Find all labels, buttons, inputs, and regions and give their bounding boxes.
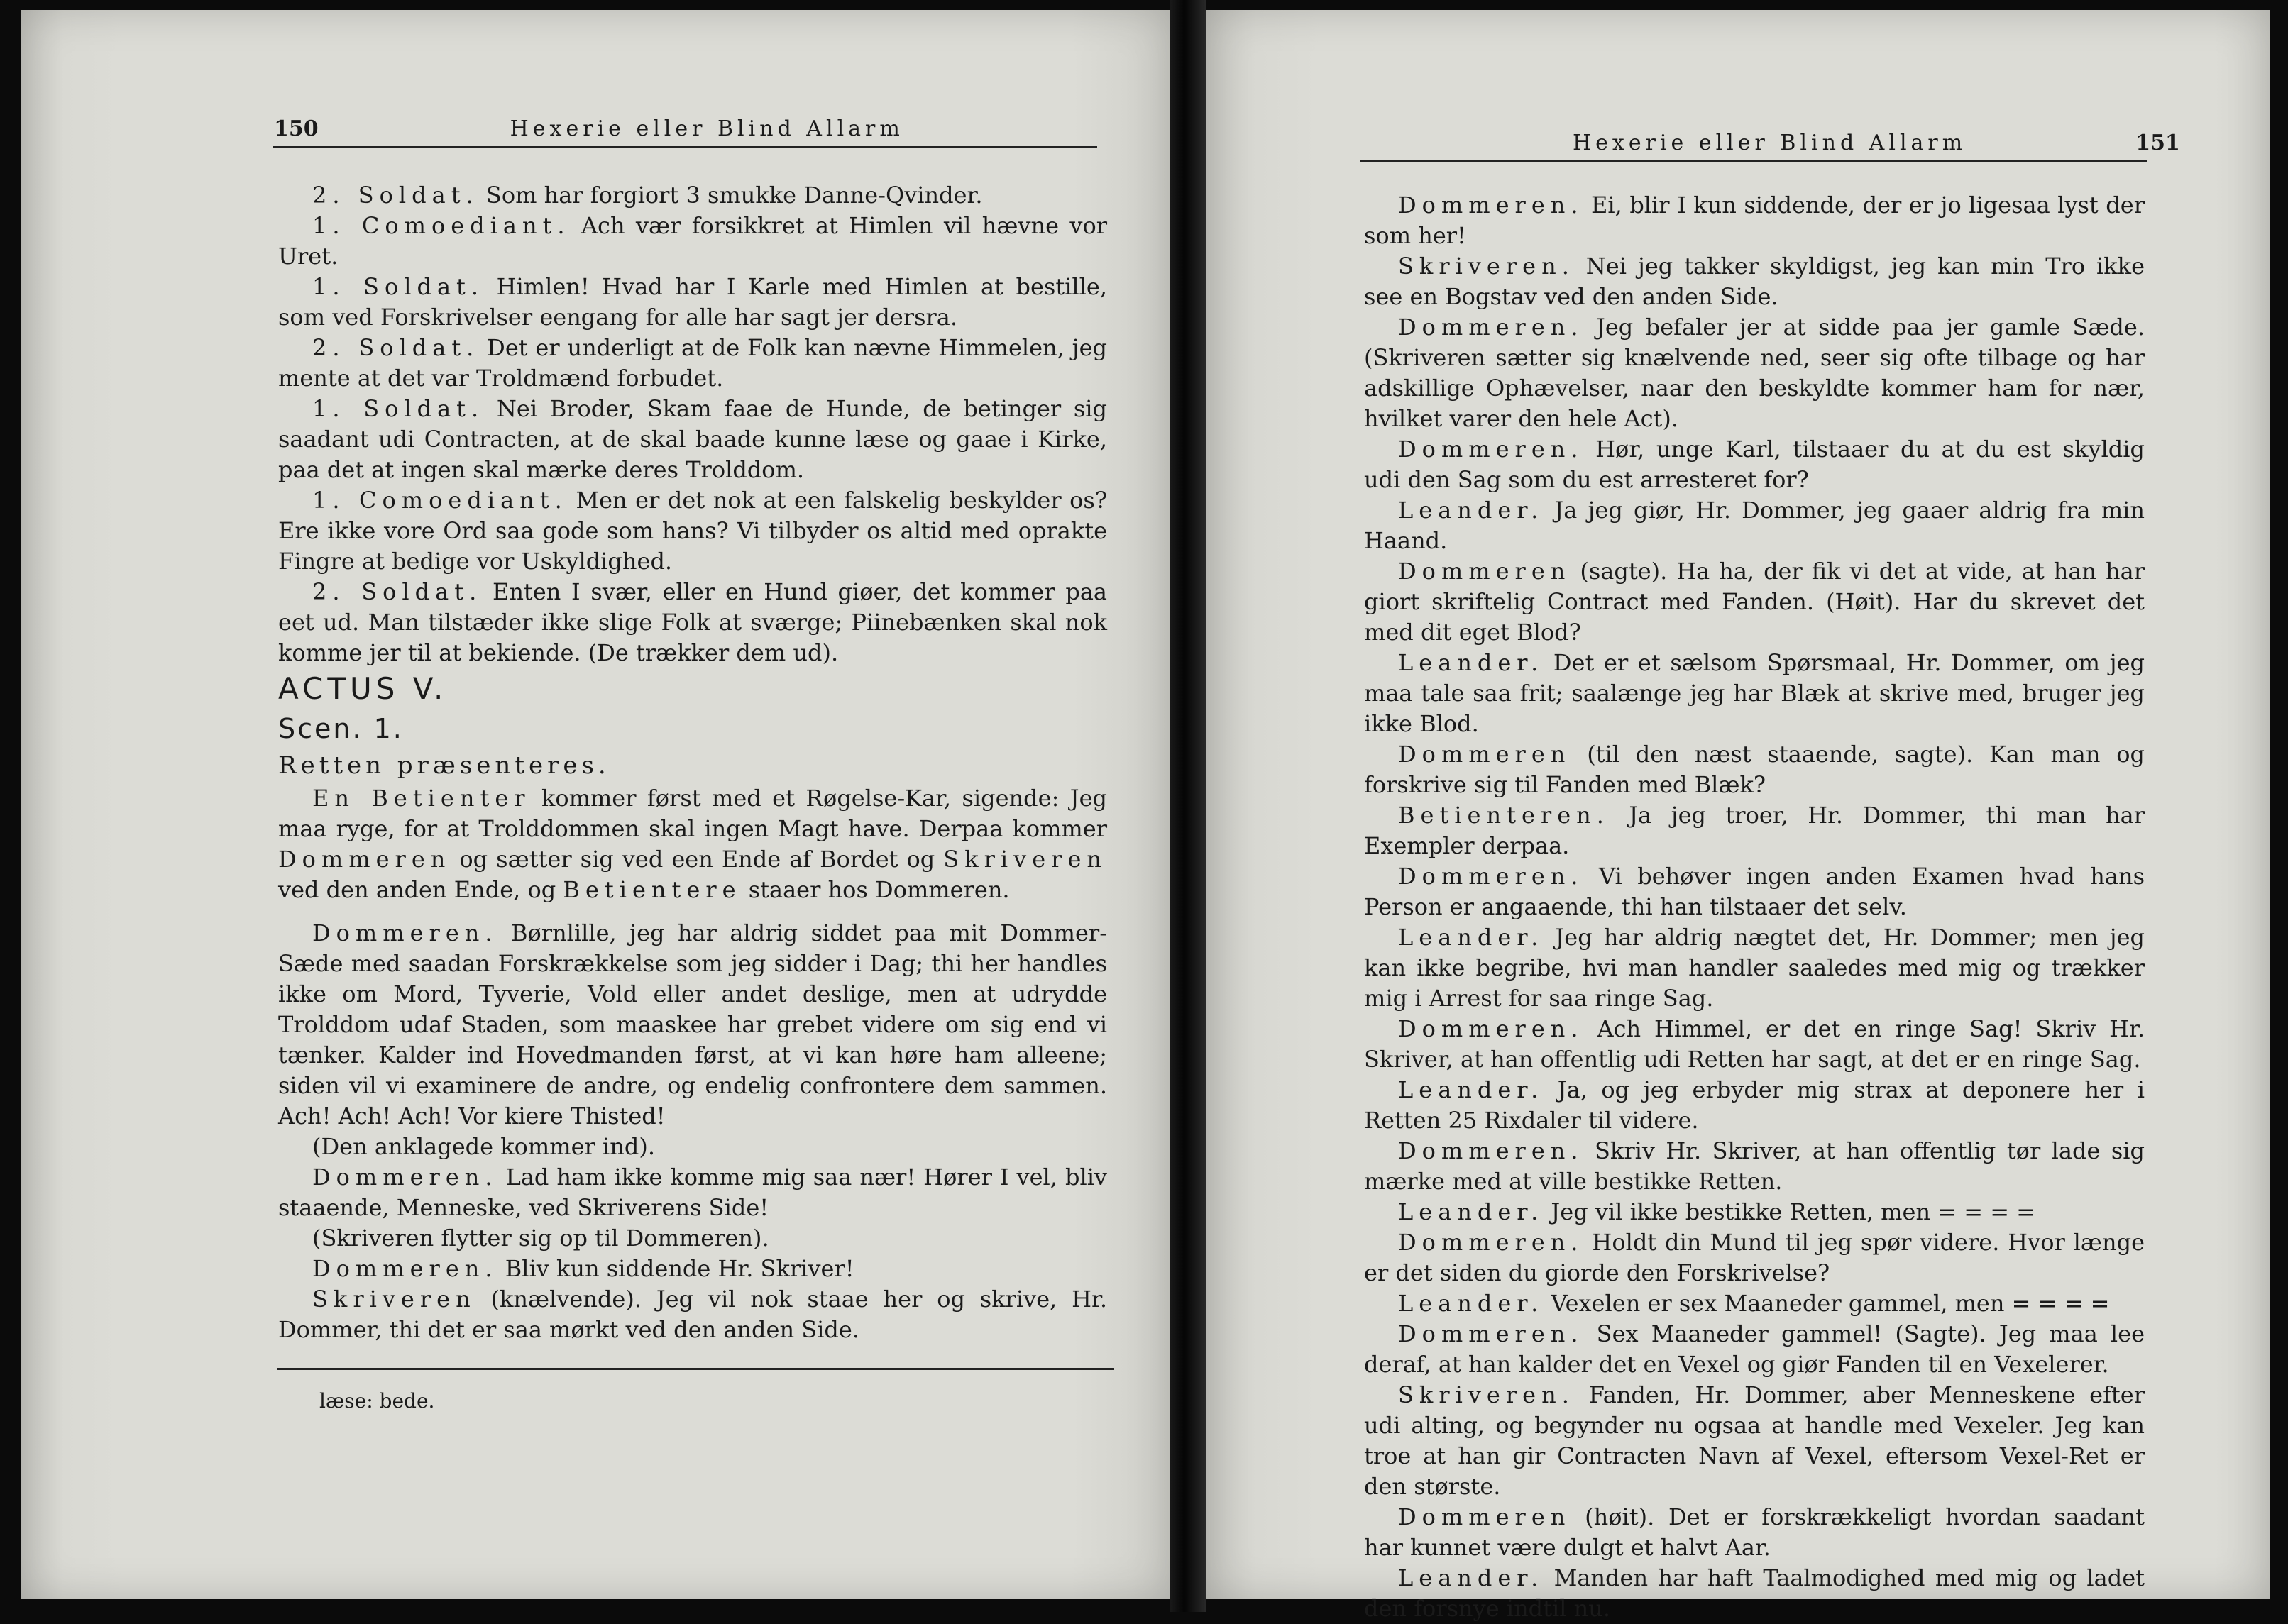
dialogue-line (1364, 556, 2145, 648)
dialogue-text: Ach Himmel, er det en ringe Sag! Skriv Hr. Skriver, at han offentlig udi Retten har sagt, at det er en ringe Sag. (1364, 1015, 2145, 1073)
dialogue-text: Himlen! Hvad har I Karle med Himlen at bestille, som ved Forskrivelser eengang for alle har sagt jer dersra. (278, 273, 1108, 331)
stage-direction (278, 783, 1107, 905)
dialogue-line (1364, 800, 2145, 861)
dialogue-text: Hør, unge Karl, tilstaaer du at du est skyldig udi den Sag som du est arresteret for? (1364, 436, 2145, 493)
dialogue-line (278, 1132, 1107, 1162)
speaker-name: Leander. (1398, 649, 1544, 676)
dialogue-text: Ja jeg giør, Hr. Dommer, jeg gaaer aldrig fra min Haand. (1364, 497, 2145, 554)
dialogue-line (278, 272, 1107, 333)
dialogue-line (1364, 1075, 2145, 1136)
speaker-name: Dommeren (1398, 1503, 1571, 1530)
right-page-body (1364, 190, 2145, 1624)
dialogue-text: Holdt din Mund til jeg spør videre. Hvor længe er det siden du giorde den Forskrivelse? (1364, 1229, 2145, 1286)
dialogue-line (278, 394, 1107, 485)
speaker-name: 1. Soldat. (312, 273, 485, 300)
dialogue-text: Det er underligt at de Folk kan nævne Himmelen, jeg mente at det var Troldmænd forbudet. (278, 334, 1108, 392)
dialogue-line (278, 1162, 1107, 1223)
stage-direction-text: kommer først med et Røgelse-Kar, sigende: Jeg maa ryge, for at Trolddommen skal ingen Magt have. Derpaa kommer (278, 785, 1108, 842)
page-number: 151 (2135, 131, 2180, 155)
dialogue-line (278, 211, 1107, 272)
speaker-name: Leander. (1398, 1198, 1544, 1225)
dialogue-text: Enten I svær, eller en Hund giøer, det kommer paa eet ud. Man tilstæder ikke slige Folk at sværge; Piinebænken skal nok komme jer til at bekiende. (De trækker dem ud). (278, 578, 1107, 666)
dialogue-text: (Skriveren flytter sig op til Dommeren). (312, 1225, 769, 1252)
speaker-name: Dommeren. (1398, 192, 1584, 219)
dialogue-line (1364, 251, 2145, 312)
dialogue-line (1364, 1227, 2145, 1288)
running-head: Hexerie eller Blind Allarm (1573, 131, 1967, 155)
dialogue-line (1364, 1502, 2145, 1563)
dialogue-text: Lad ham ikke komme mig saa nær! Hører I vel, bliv staaende, Menneske, ved Skriverens Side! (278, 1164, 1107, 1221)
dialogue-text: Ei, blir I kun siddende, der er jo ligesaa lyst der som her! (1364, 192, 2145, 249)
scene-subtitle: Retten præsenteres. (278, 751, 610, 780)
dialogue-text: Jeg befaler jer at sidde paa jer gamle Sæde. (Skriveren sætter sig knælvende ned, seer sig ofte tilbage og har adskillige Ophævelser, naar den beskyldte kommer ham for nær, hvilket varer den hele Act). (1364, 314, 2145, 432)
dialogue-text: Jeg har aldrig nægtet det, Hr. Dommer; men jeg kan ikke begribe, hvi man handler saaledes med mig og trækker mig i Arrest for saa ringe Sag. (1364, 924, 2145, 1012)
dialogue-line (1364, 312, 2145, 434)
dialogue-text: (knælvende). Jeg vil nok staae her og skrive, Hr. Dommer, thi det er saa mørkt ved den anden Side. (278, 1286, 1107, 1343)
dialogue-line (1364, 1197, 2145, 1227)
speaker-name: Dommeren. (1398, 863, 1584, 890)
speaker-name: Dommeren (1398, 558, 1571, 585)
dialogue-line (278, 1284, 1107, 1345)
dialogue-line (1364, 190, 2145, 251)
dialogue-text: Skriv Hr. Skriver, at han offentlig tør lade sig mærke med at ville bestikke Retten. (1364, 1137, 2145, 1195)
speaker-name: Leander. (1398, 1564, 1544, 1591)
scene-title: Scen. 1. (278, 713, 404, 744)
page-number: 150 (274, 116, 319, 141)
speaker-name: 2. Soldat. (312, 578, 483, 605)
stage-direction-text: og sætter sig ved een Ende af Bordet og (451, 846, 944, 873)
speaker-name: Leander. (1398, 1290, 1544, 1317)
stage-character-name: Dommeren (278, 846, 451, 873)
speaker-name: Dommeren. (312, 1255, 498, 1282)
dialogue-text: (til den næst staaende, sagte). Kan man og forskrive sig til Fanden med Blæk? (1364, 741, 2145, 798)
dialogue-text: Men er det nok at een falskelig beskylder os? Ere ikke vore Ord saa gode som hans? Vi tilbyder os altid med oprakte Fingre at bedige vor Uskyldighed. (278, 487, 1108, 575)
dialogue-line (278, 485, 1107, 577)
dialogue-text: Som har forgiort 3 smukke Danne-Qvinder. (478, 182, 983, 209)
footnote-rule (277, 1368, 1114, 1370)
speaker-name: Dommeren. (312, 919, 498, 946)
dialogue-line (278, 333, 1107, 394)
dialogue-line (1364, 1563, 2145, 1624)
dialogue-line (278, 918, 1107, 1132)
dialogue-text: Ach vær forsikkret at Himlen vil hævne vor Uret. (278, 212, 1108, 270)
right-page (1206, 10, 2270, 1622)
dialogue-line (1364, 434, 2145, 495)
speaker-name: Skriveren. (1398, 253, 1575, 280)
dialogue-line (1364, 1380, 2145, 1502)
dialogue-line (278, 180, 1107, 211)
speaker-name: Dommeren. (1398, 436, 1584, 463)
dialogue-line (278, 1254, 1107, 1284)
dialogue-line (1364, 1288, 2145, 1319)
stage-character-name: Betientere (563, 876, 742, 903)
left-page-header (274, 116, 904, 141)
dialogue-text: Børnlille, jeg har aldrig siddet paa mit Dommer-Sæde med saadan Forskrækkelse som jeg sidder i Dag; thi her handles ikke om Mord, Tyverie, Vold eller andet deslige, men at udrydde Trolddom udaf Staden, som maaskee har grebet videre om sig end vi tænker. Kalder ind Hovedmanden først, at vi kan høre ham alleene; siden vil vi examinere de andre, og endelig confrontere dem sammen. Ach! Ach! Ach! Vor kiere Thisted! (278, 919, 1107, 1129)
dialogue-text: Bliv kun siddende Hr. Skriver! (497, 1255, 854, 1282)
speaker-name: 2. Soldat. (312, 334, 480, 361)
speaker-name: Leander. (1398, 497, 1544, 524)
speaker-name: Dommeren. (1398, 314, 1584, 341)
speaker-name: Leander. (1398, 924, 1544, 951)
book-gutter (1170, 0, 1206, 1612)
dialogue-line (1364, 1319, 2145, 1380)
dialogue-text: Jeg vil ikke bestikke Retten, men = = = = (1544, 1198, 2035, 1225)
right-page-header (1573, 131, 2180, 155)
dialogue-text: Ja jeg troer, Hr. Dommer, thi man har Exempler derpaa. (1364, 802, 2145, 859)
speaker-name: Skriveren. (1398, 1381, 1575, 1408)
dialogue-text: Nei jeg takker skyldigst, jeg kan min Tro ikke see en Bogstav ved den anden Side. (1364, 253, 2145, 310)
dialogue-text: Vi behøver ingen anden Examen hvad hans Person er angaaende, thi han tilstaaer det selv. (1364, 863, 2145, 920)
left-page-body (278, 180, 1107, 1345)
dialogue-line (1364, 495, 2145, 556)
dialogue-text: Manden har haft Taalmodighed med mig og ladet den forsnye indtil nu. (1364, 1564, 2145, 1622)
dialogue-text: (sagte). Ha ha, der fik vi det at vide, at han har giort skriftelig Contract med Fanden. (Høit). Har du skrevet det med dit eget Blod? (1364, 558, 2145, 646)
speaker-name: Dommeren. (1398, 1015, 1584, 1042)
dialogue-text: Vexelen er sex Maaneder gammel, men = = = = (1544, 1290, 2110, 1317)
dialogue-text: Det er et sælsom Spørsmaal, Hr. Dommer, om jeg maa tale saa frit; saalænge jeg har Blæk at skrive med, bruger jeg ikke Blod. (1364, 649, 2145, 737)
speaker-name: Betienteren. (1398, 802, 1610, 829)
speaker-name: 2. Soldat. (312, 182, 479, 209)
speaker-name: 1. Soldat. (312, 395, 485, 422)
dialogue-line (1364, 739, 2145, 800)
dialogue-line (1364, 1014, 2145, 1075)
running-head: Hexerie eller Blind Allarm (510, 116, 904, 141)
act-title: ACTUS V. (278, 671, 448, 706)
speaker-name: 1. Comoediant. (312, 212, 571, 239)
speaker-name: Dommeren. (1398, 1229, 1584, 1256)
dialogue-text: Sex Maaneder gammel! (Sagte). Jeg maa lee deraf, at han kalder det en Vexel og giør Fanden til en Vexelerer. (1364, 1320, 2145, 1378)
speaker-name: Dommeren. (1398, 1137, 1584, 1164)
dialogue-line (278, 1223, 1107, 1254)
stage-character-name: Skriveren (943, 846, 1107, 873)
dialogue-text: (Den anklagede kommer ind). (312, 1133, 655, 1160)
dialogue-text: Fanden, Hr. Dommer, aber Menneskene efter udi alting, og begynder nu ogsaa at handle med Vexeler. Jeg kan troe at han gir Contracten Navn af Vexel, eftersom Vexel-Ret er den største. (1364, 1381, 2145, 1500)
speaker-name: Dommeren. (1398, 1320, 1584, 1347)
dialogue-text: Ja, og jeg erbyder mig strax at deponere her i Retten 25 Rixdaler til videre. (1364, 1076, 2145, 1134)
speaker-name: 1. Comoediant. (312, 487, 568, 514)
header-rule (1360, 160, 2147, 162)
dialogue-line (1364, 861, 2145, 922)
dialogue-text: (høit). Det er forskrækkeligt hvordan saadant har kunnet være dulgt et halvt Aar. (1364, 1503, 2145, 1561)
left-page (21, 10, 1170, 1599)
dialogue-line (1364, 648, 2145, 739)
dialogue-line (1364, 922, 2145, 1014)
footnote: læse: bede. (319, 1389, 435, 1413)
stage-direction-text: ved den anden Ende, og (278, 876, 563, 903)
speaker-name: Leander. (1398, 1076, 1544, 1103)
dialogue-line (1364, 1136, 2145, 1197)
dialogue-text: Nei Broder, Skam faae de Hunde, de betinger sig saadant udi Contracten, at de skal baade kunne læse og gaae i Kirke, paa det at ingen skal mærke deres Trolddom. (278, 395, 1108, 483)
speaker-name: Dommeren. (312, 1164, 498, 1191)
speaker-name: Dommeren (1398, 741, 1571, 768)
dialogue-line (278, 577, 1107, 668)
stage-direction-text: staaer hos Dommeren. (741, 876, 1010, 903)
speaker-name: Skriveren (312, 1286, 476, 1313)
header-rule (273, 146, 1097, 148)
stage-character-name: En Betienter (312, 785, 531, 812)
